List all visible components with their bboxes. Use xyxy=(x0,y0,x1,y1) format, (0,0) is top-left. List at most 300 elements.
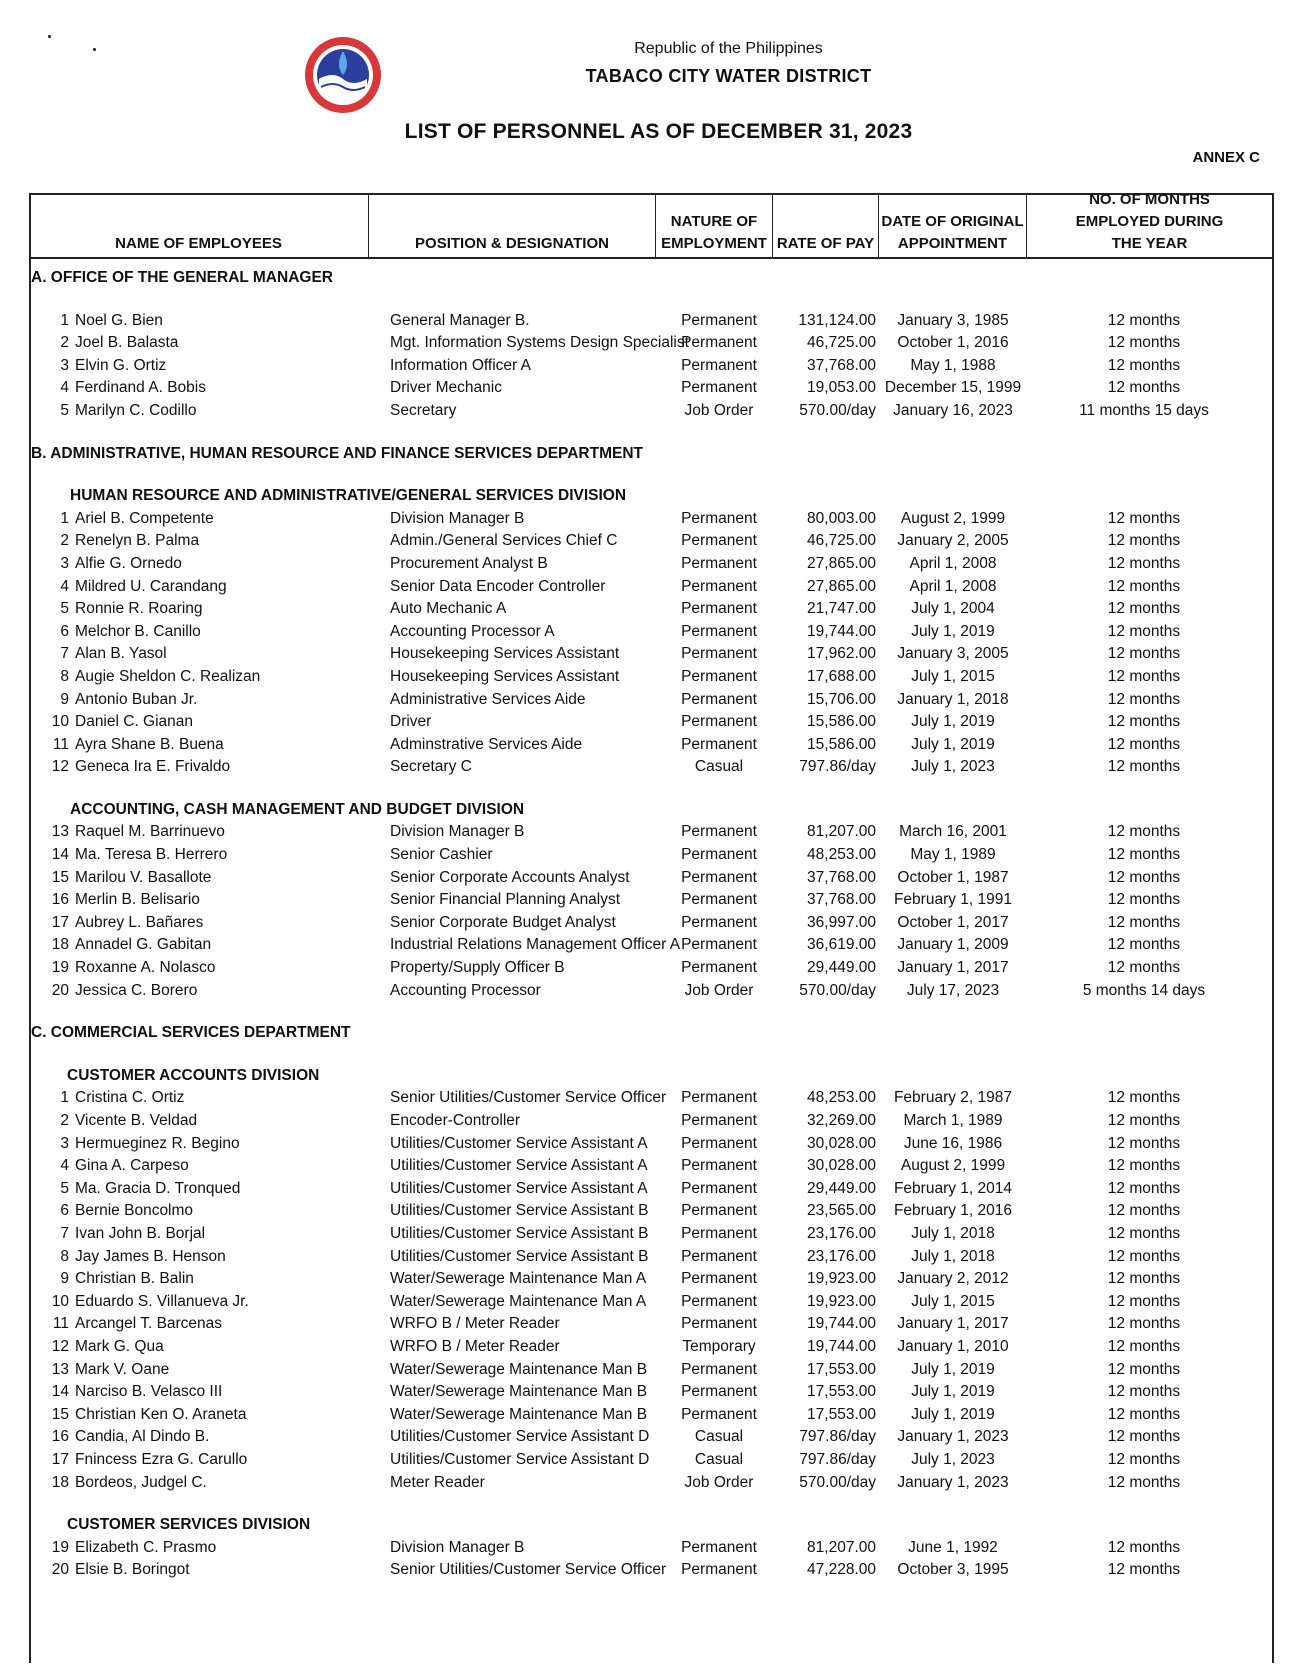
months-employed: 12 months xyxy=(1107,868,1181,886)
row-number: 12 xyxy=(51,758,69,776)
position: Admin./General Services Chief C xyxy=(390,532,618,550)
months-employed: 12 months xyxy=(1107,1561,1181,1579)
position: Utilities/Customer Service Assistant A xyxy=(390,1157,648,1175)
nature-of-employment: Permanent xyxy=(681,690,757,708)
rate-of-pay: 30,028.00 xyxy=(807,1134,876,1152)
date-of-appointment: February 1, 2016 xyxy=(893,1202,1013,1220)
table-row xyxy=(29,1404,1274,1427)
months-employed: 5 months 14 days xyxy=(1082,981,1206,999)
rate-of-pay: 32,269.00 xyxy=(807,1112,876,1129)
table-row xyxy=(29,400,1274,423)
employee-name: Marilyn C. Codillo xyxy=(75,401,197,419)
employee-name: Raquel M. Barrinuevo xyxy=(75,823,225,841)
position: Utilities/Customer Service Assistant B xyxy=(390,1202,649,1220)
months-employed: 12 months xyxy=(1107,1473,1181,1491)
row-number: 14 xyxy=(51,846,69,864)
table-row xyxy=(29,1381,1274,1404)
date-of-appointment: February 2, 1987 xyxy=(893,1089,1013,1107)
republic-heading: Republic of the Philippines xyxy=(634,40,823,57)
months-employed: 12 months xyxy=(1107,311,1181,329)
rate-of-pay: 23,565.00 xyxy=(807,1202,876,1220)
division-title: CUSTOMER ACCOUNTS DIVISION xyxy=(67,1066,320,1084)
nature-of-employment: Permanent xyxy=(681,645,757,663)
nature-of-employment: Casual xyxy=(694,1428,744,1446)
rate-of-pay: 17,688.00 xyxy=(807,667,876,685)
employee-name: Merlin B. Belisario xyxy=(75,891,200,909)
position: General Manager B. xyxy=(390,311,530,329)
table-row xyxy=(29,377,1274,400)
position: Water/Sewerage Maintenance Man B xyxy=(390,1360,648,1378)
row-number: 10 xyxy=(51,1292,69,1310)
months-employed: 12 months xyxy=(1107,577,1181,595)
employee-name: Elizabeth C. Prasmo xyxy=(75,1538,217,1556)
row-number: 2 xyxy=(60,334,69,352)
nature-of-employment: Permanent xyxy=(681,1157,757,1175)
date-of-appointment: January 1, 2009 xyxy=(897,936,1009,954)
employee-name: Alan B. Yasol xyxy=(75,645,167,663)
months-employed: 12 months xyxy=(1107,1337,1181,1355)
table-row xyxy=(29,1268,1274,1291)
nature-of-employment: Casual xyxy=(694,758,744,776)
nature-of-employment: Permanent xyxy=(681,1134,757,1152)
months-employed: 12 months xyxy=(1107,532,1181,550)
row-number: 3 xyxy=(60,554,69,572)
nature-of-employment: Job Order xyxy=(684,981,754,999)
months-employed: 12 months xyxy=(1107,1538,1181,1556)
col-header-position: POSITION & DESIGNATION xyxy=(369,193,656,257)
months-employed: 12 months xyxy=(1107,1224,1181,1242)
date-of-appointment: July 1, 2019 xyxy=(911,1405,995,1423)
position: Driver xyxy=(390,713,432,731)
row-number: 15 xyxy=(51,868,69,886)
nature-of-employment: Permanent xyxy=(681,1247,757,1265)
date-of-appointment: October 1, 2017 xyxy=(897,913,1009,931)
months-employed: 12 months xyxy=(1107,334,1181,352)
nature-of-employment: Permanent xyxy=(681,1405,757,1423)
position: Adminstrative Services Aide xyxy=(390,735,583,753)
employee-name: Renelyn B. Palma xyxy=(75,532,200,550)
nature-of-employment: Permanent xyxy=(681,509,757,527)
row-number: 18 xyxy=(51,1473,69,1491)
employee-name: Gina A. Carpeso xyxy=(75,1157,189,1175)
section-title: C. COMMERCIAL SERVICES DEPARTMENT xyxy=(31,1024,351,1042)
employee-name: Candia, Al Dindo B. xyxy=(75,1428,210,1446)
table-row xyxy=(29,1133,1274,1156)
months-employed: 12 months xyxy=(1107,1270,1181,1288)
row-number: 19 xyxy=(51,1538,69,1556)
rate-of-pay: 47,228.00 xyxy=(807,1561,876,1579)
rate-of-pay: 17,553.00 xyxy=(807,1405,876,1423)
rate-of-pay: 19,744.00 xyxy=(807,1315,876,1333)
nature-of-employment: Permanent xyxy=(681,1270,757,1288)
date-of-appointment: July 1, 2015 xyxy=(911,667,995,685)
date-of-appointment: July 1, 2019 xyxy=(911,1360,995,1378)
months-employed: 12 months xyxy=(1107,1179,1181,1197)
table-row xyxy=(29,553,1274,576)
nature-of-employment: Permanent xyxy=(681,1383,757,1401)
rate-of-pay: 23,176.00 xyxy=(807,1247,876,1265)
rate-of-pay: 19,744.00 xyxy=(807,622,876,640)
col-header-date: DATE OF ORIGINAL APPOINTMENT xyxy=(879,193,1027,257)
months-employed: 12 months xyxy=(1107,1202,1181,1220)
row-number: 6 xyxy=(60,1202,69,1220)
nature-of-employment: Permanent xyxy=(681,577,757,595)
months-employed: 12 months xyxy=(1107,509,1181,527)
row-number: 7 xyxy=(60,1224,69,1242)
employee-name: Antonio Buban Jr. xyxy=(75,690,198,708)
nature-of-employment: Permanent xyxy=(681,936,757,954)
date-of-appointment: July 1, 2019 xyxy=(911,622,995,640)
row-number: 18 xyxy=(51,936,69,954)
months-employed: 12 months xyxy=(1107,1405,1181,1423)
position: WRFO B / Meter Reader xyxy=(390,1337,560,1355)
employee-name: Ronnie R. Roaring xyxy=(75,600,203,618)
table-header xyxy=(29,193,1274,259)
employee-name: Aubrey L. Bañares xyxy=(75,913,204,931)
rate-of-pay: 131,124.00 xyxy=(798,311,876,329)
nature-of-employment: Permanent xyxy=(681,334,757,352)
table-row xyxy=(29,734,1274,757)
table-row xyxy=(29,666,1274,689)
months-employed: 12 months xyxy=(1107,823,1181,841)
employee-name: Vicente B. Veldad xyxy=(75,1112,198,1129)
rate-of-pay: 37,768.00 xyxy=(807,868,876,886)
position: Property/Supply Officer B xyxy=(390,959,565,977)
rate-of-pay: 27,865.00 xyxy=(807,577,876,595)
nature-of-employment: Permanent xyxy=(681,379,757,397)
months-employed: 12 months xyxy=(1107,1112,1181,1129)
months-employed: 12 months xyxy=(1107,645,1181,663)
row-number: 11 xyxy=(52,1315,69,1333)
row-number: 14 xyxy=(51,1383,69,1401)
months-employed: 12 months xyxy=(1107,1134,1181,1152)
nature-of-employment: Permanent xyxy=(681,1292,757,1310)
table-row xyxy=(29,576,1274,599)
date-of-appointment: May 1, 1988 xyxy=(910,356,996,374)
employee-name: Alfie G. Ornedo xyxy=(75,554,182,572)
employee-name: Bernie Boncolmo xyxy=(75,1202,194,1220)
row-number: 16 xyxy=(51,891,69,909)
rate-of-pay: 570.00/day xyxy=(799,1473,876,1491)
rate-of-pay: 19,923.00 xyxy=(807,1270,876,1288)
date-of-appointment: June 16, 1986 xyxy=(903,1134,1003,1152)
rate-of-pay: 36,997.00 xyxy=(807,913,876,931)
months-employed: 12 months xyxy=(1107,554,1181,572)
months-employed: 12 months xyxy=(1107,846,1181,864)
position: Housekeeping Services Assistant xyxy=(390,645,620,663)
employee-name: Daniel C. Gianan xyxy=(75,713,194,731)
table-row xyxy=(29,508,1274,531)
date-of-appointment: July 1, 2004 xyxy=(911,600,995,618)
rate-of-pay: 48,253.00 xyxy=(807,846,876,864)
rate-of-pay: 37,768.00 xyxy=(807,891,876,909)
position: Mgt. Information Systems Design Specialist xyxy=(390,334,689,352)
position: Auto Mechanic A xyxy=(390,600,507,618)
employee-name: Annadel G. Gabitan xyxy=(75,936,212,954)
table-row xyxy=(29,643,1274,666)
row-number: 15 xyxy=(51,1405,69,1423)
position: Senior Corporate Budget Analyst xyxy=(390,913,616,931)
date-of-appointment: January 2, 2012 xyxy=(897,1270,1009,1288)
date-of-appointment: January 1, 2023 xyxy=(897,1428,1009,1446)
rate-of-pay: 17,962.00 xyxy=(807,645,876,663)
months-employed: 12 months xyxy=(1107,379,1181,397)
employee-name: Mildred U. Carandang xyxy=(75,577,227,595)
nature-of-employment: Permanent xyxy=(681,554,757,572)
position: Accounting Processor xyxy=(390,981,541,999)
nature-of-employment: Permanent xyxy=(681,1561,757,1579)
table-row xyxy=(29,889,1274,912)
date-of-appointment: July 1, 2019 xyxy=(911,1383,995,1401)
date-of-appointment: January 1, 2017 xyxy=(897,1315,1009,1333)
division-title: HUMAN RESOURCE AND ADMINISTRATIVE/GENERAL SERVICES DIVISION xyxy=(70,487,627,505)
months-employed: 12 months xyxy=(1107,713,1181,731)
row-number: 12 xyxy=(51,1337,69,1355)
row-number: 5 xyxy=(60,401,69,419)
employee-name: Jay James B. Henson xyxy=(75,1247,226,1265)
position: Utilities/Customer Service Assistant D xyxy=(390,1450,650,1468)
position: WRFO B / Meter Reader xyxy=(390,1315,560,1333)
table-row xyxy=(29,1087,1274,1110)
months-employed: 12 months xyxy=(1107,1157,1181,1175)
rate-of-pay: 19,744.00 xyxy=(807,1337,876,1355)
rate-of-pay: 48,253.00 xyxy=(807,1089,876,1107)
nature-of-employment: Permanent xyxy=(681,1224,757,1242)
date-of-appointment: June 1, 1992 xyxy=(908,1538,998,1556)
row-number: 5 xyxy=(60,600,69,618)
position: Water/Sewerage Maintenance Man A xyxy=(390,1292,647,1310)
rate-of-pay: 37,768.00 xyxy=(807,356,876,374)
row-number: 19 xyxy=(51,959,69,977)
date-of-appointment: March 1, 1989 xyxy=(903,1112,1003,1129)
table-row xyxy=(29,1472,1274,1495)
months-employed: 12 months xyxy=(1107,936,1181,954)
col-header-nature: NATURE OF EMPLOYMENT xyxy=(656,193,773,257)
months-employed: 12 months xyxy=(1107,1383,1181,1401)
row-number: 4 xyxy=(60,577,69,595)
employee-name: Ivan John B. Borjal xyxy=(75,1224,206,1242)
position: Meter Reader xyxy=(390,1473,485,1491)
table-row xyxy=(29,1313,1274,1336)
nature-of-employment: Permanent xyxy=(681,1112,757,1129)
rate-of-pay: 29,449.00 xyxy=(807,959,876,977)
table-row xyxy=(29,621,1274,644)
employee-name: Bordeos, Judgel C. xyxy=(75,1473,207,1491)
table-row xyxy=(29,756,1274,779)
district-name: TABACO CITY WATER DISTRICT xyxy=(585,66,872,86)
nature-of-employment: Permanent xyxy=(681,1179,757,1197)
row-number: 3 xyxy=(60,1134,69,1152)
employee-name: Melchor B. Canillo xyxy=(75,622,201,640)
months-employed: 12 months xyxy=(1107,1450,1181,1468)
nature-of-employment: Job Order xyxy=(684,401,754,419)
date-of-appointment: July 1, 2019 xyxy=(911,735,995,753)
months-employed: 12 months xyxy=(1107,735,1181,753)
employee-name: Mark G. Qua xyxy=(75,1337,164,1355)
table-row xyxy=(29,1559,1274,1582)
nature-of-employment: Casual xyxy=(694,1450,744,1468)
nature-of-employment: Permanent xyxy=(681,846,757,864)
row-number: 7 xyxy=(60,645,69,663)
rate-of-pay: 30,028.00 xyxy=(807,1157,876,1175)
date-of-appointment: April 1, 2008 xyxy=(909,577,997,595)
employee-name: Ma. Teresa B. Herrero xyxy=(75,846,228,864)
date-of-appointment: July 1, 2023 xyxy=(911,758,995,776)
rate-of-pay: 21,747.00 xyxy=(807,600,876,618)
date-of-appointment: April 1, 2008 xyxy=(909,554,997,572)
employee-name: Narciso B. Velasco III xyxy=(75,1383,223,1401)
position: Division Manager B xyxy=(390,509,525,527)
rate-of-pay: 15,586.00 xyxy=(807,735,876,753)
months-employed: 12 months xyxy=(1107,690,1181,708)
row-number: 11 xyxy=(52,735,69,753)
table-row xyxy=(29,1246,1274,1269)
nature-of-employment: Permanent xyxy=(681,713,757,731)
date-of-appointment: February 1, 2014 xyxy=(893,1179,1013,1197)
annex-label: ANNEX C xyxy=(1192,149,1260,166)
nature-of-employment: Permanent xyxy=(681,600,757,618)
rate-of-pay: 46,725.00 xyxy=(807,532,876,550)
table-row xyxy=(29,1336,1274,1359)
employee-name: Geneca Ira E. Frivaldo xyxy=(75,758,231,776)
table-row xyxy=(29,821,1274,844)
row-number: 1 xyxy=(60,509,69,527)
position: Accounting Processor A xyxy=(390,622,555,640)
employee-name: Hermueginez R. Begino xyxy=(75,1134,240,1152)
date-of-appointment: March 16, 2001 xyxy=(899,823,1007,841)
date-of-appointment: October 1, 1987 xyxy=(897,868,1009,886)
table-row xyxy=(29,1426,1274,1449)
table-row xyxy=(29,355,1274,378)
table-body xyxy=(29,259,1274,1582)
row-number: 5 xyxy=(60,1179,69,1197)
table-row xyxy=(29,689,1274,712)
employee-name: Elsie B. Boringot xyxy=(75,1561,190,1579)
division-title: CUSTOMER SERVICES DIVISION xyxy=(67,1516,311,1534)
position: Water/Sewerage Maintenance Man B xyxy=(390,1383,648,1401)
position: Senior Data Encoder Controller xyxy=(390,577,606,595)
row-number: 1 xyxy=(60,1089,69,1107)
months-employed: 12 months xyxy=(1107,1428,1181,1446)
nature-of-employment: Permanent xyxy=(681,823,757,841)
row-number: 4 xyxy=(60,1157,69,1175)
table-row xyxy=(29,1449,1274,1472)
rate-of-pay: 23,176.00 xyxy=(807,1224,876,1242)
nature-of-employment: Permanent xyxy=(681,891,757,909)
rate-of-pay: 17,553.00 xyxy=(807,1383,876,1401)
position: Division Manager B xyxy=(390,823,525,841)
position: Water/Sewerage Maintenance Man B xyxy=(390,1405,648,1423)
row-number: 17 xyxy=(51,913,69,931)
section-title: B. ADMINISTRATIVE, HUMAN RESOURCE AND FINANCE SERVICES DEPARTMENT xyxy=(31,444,643,462)
employee-name: Jessica C. Borero xyxy=(75,981,198,999)
nature-of-employment: Permanent xyxy=(681,913,757,931)
position: Information Officer A xyxy=(390,356,531,374)
table-row xyxy=(29,844,1274,867)
row-number: 13 xyxy=(51,1360,69,1378)
rate-of-pay: 19,923.00 xyxy=(807,1292,876,1310)
employee-name: Ma. Gracia D. Tronqued xyxy=(75,1179,241,1197)
position: Procurement Analyst B xyxy=(390,554,548,572)
rate-of-pay: 29,449.00 xyxy=(807,1179,876,1197)
rate-of-pay: 46,725.00 xyxy=(807,334,876,352)
employee-name: Joel B. Balasta xyxy=(75,334,179,352)
rate-of-pay: 36,619.00 xyxy=(807,936,876,954)
months-employed: 12 months xyxy=(1107,758,1181,776)
months-employed: 12 months xyxy=(1107,891,1181,909)
position: Industrial Relations Management Officer A xyxy=(390,936,681,954)
table-row xyxy=(29,934,1274,957)
rate-of-pay: 81,207.00 xyxy=(807,1538,876,1556)
col-header-months: NO. OF MONTHS EMPLOYED DURING THE YEAR xyxy=(1075,191,1224,252)
rate-of-pay: 570.00/day xyxy=(799,401,876,419)
months-employed: 12 months xyxy=(1107,959,1181,977)
date-of-appointment: January 1, 2023 xyxy=(897,1473,1009,1491)
position: Housekeeping Services Assistant xyxy=(390,667,620,685)
date-of-appointment: July 1, 2015 xyxy=(911,1292,995,1310)
position: Senior Utilities/Customer Service Officer xyxy=(390,1561,667,1579)
date-of-appointment: May 1, 1989 xyxy=(910,846,996,864)
table-row xyxy=(29,1359,1274,1382)
row-number: 13 xyxy=(51,823,69,841)
rate-of-pay: 797.86/day xyxy=(799,1450,876,1468)
row-number: 9 xyxy=(60,1270,69,1288)
nature-of-employment: Temporary xyxy=(682,1337,756,1355)
employee-name: Fnincess Ezra G. Carullo xyxy=(75,1450,248,1468)
table-row xyxy=(29,1537,1274,1560)
position: Division Manager B xyxy=(390,1538,525,1556)
months-employed: 12 months xyxy=(1107,1089,1181,1107)
nature-of-employment: Permanent xyxy=(681,868,757,886)
date-of-appointment: August 2, 1999 xyxy=(900,1157,1006,1175)
months-employed: 12 months xyxy=(1107,667,1181,685)
employee-name: Noel G. Bien xyxy=(75,311,163,329)
employee-name: Augie Sheldon C. Realizan xyxy=(75,667,261,685)
nature-of-employment: Permanent xyxy=(681,622,757,640)
row-number: 8 xyxy=(60,1247,69,1265)
employee-name: Roxanne A. Nolasco xyxy=(75,959,216,977)
months-employed: 12 months xyxy=(1107,1247,1181,1265)
row-number: 8 xyxy=(60,667,69,685)
months-employed: 12 months xyxy=(1107,600,1181,618)
table-row xyxy=(29,957,1274,980)
position: Utilities/Customer Service Assistant B xyxy=(390,1247,649,1265)
employee-name: Ayra Shane B. Buena xyxy=(75,735,224,753)
nature-of-employment: Permanent xyxy=(681,735,757,753)
date-of-appointment: January 1, 2010 xyxy=(897,1337,1009,1355)
row-number: 2 xyxy=(60,532,69,550)
employee-name: Eduardo S. Villanueva Jr. xyxy=(75,1292,249,1310)
employee-name: Ariel B. Competente xyxy=(75,509,214,527)
division-title: ACCOUNTING, CASH MANAGEMENT AND BUDGET DIVISION xyxy=(70,800,525,818)
position: Senior Financial Planning Analyst xyxy=(390,891,621,909)
employee-name: Christian Ken O. Araneta xyxy=(75,1405,247,1423)
date-of-appointment: January 3, 2005 xyxy=(897,645,1009,663)
row-number: 20 xyxy=(51,1561,69,1579)
date-of-appointment: January 16, 2023 xyxy=(893,401,1013,419)
row-number: 16 xyxy=(51,1428,69,1446)
table-row xyxy=(29,1155,1274,1178)
row-number: 4 xyxy=(60,379,69,397)
nature-of-employment: Permanent xyxy=(681,959,757,977)
row-number: 17 xyxy=(51,1450,69,1468)
employee-name: Arcangel T. Barcenas xyxy=(75,1315,223,1333)
date-of-appointment: October 1, 2016 xyxy=(897,334,1009,352)
table-row xyxy=(29,1291,1274,1314)
table-row xyxy=(29,1110,1274,1133)
position: Utilities/Customer Service Assistant B xyxy=(390,1224,649,1242)
position: Senior Corporate Accounts Analyst xyxy=(390,868,630,886)
